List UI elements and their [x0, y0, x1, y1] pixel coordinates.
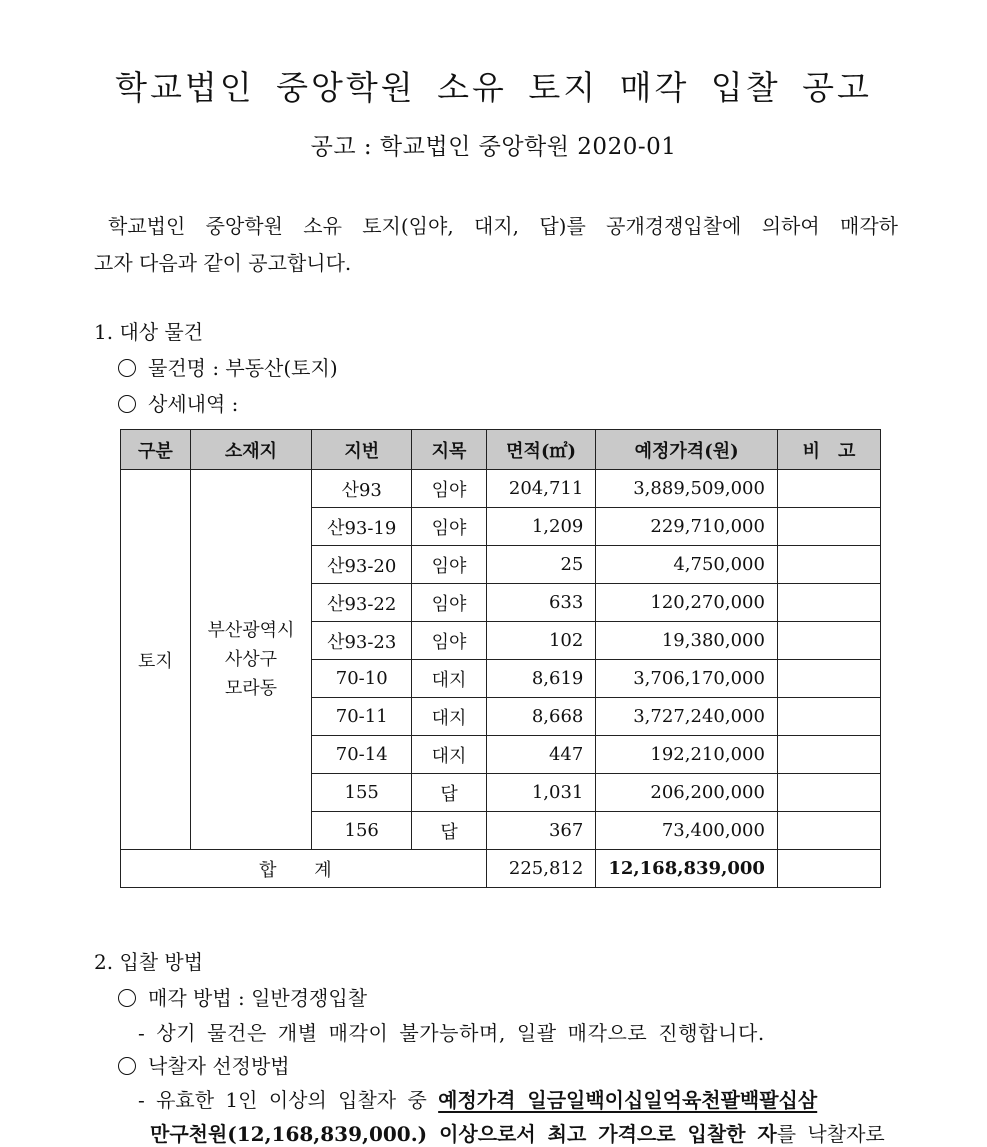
remarks-cell — [777, 470, 880, 508]
price-cell: 120,270,000 — [596, 584, 778, 622]
intro-line-1: 학교법인 중앙학원 소유 토지(임야, 대지, 답)를 공개경쟁입찰에 의하여 매각하 — [108, 214, 898, 238]
header-lot: 지번 — [312, 430, 412, 470]
remarks-cell — [777, 736, 880, 774]
lot-cell: 산93-23 — [312, 622, 412, 660]
price-cell: 206,200,000 — [596, 774, 778, 812]
section-2-item-winner — [118, 1050, 290, 1079]
land-type-cell: 임야 — [412, 470, 487, 508]
land-type-cell: 임야 — [412, 508, 487, 546]
land-type-cell: 대지 — [412, 736, 487, 774]
remarks-cell — [777, 698, 880, 736]
total-row — [121, 850, 881, 888]
circle-bullet-icon — [118, 359, 136, 377]
location-line: 부산광역시 — [207, 620, 295, 641]
lot-cell: 산93-22 — [312, 584, 412, 622]
table-row — [121, 470, 881, 508]
price-cell: 4,750,000 — [596, 546, 778, 584]
price-cell: 73,400,000 — [596, 812, 778, 850]
sale-method-detail: - 상기 물건은 개별 매각이 불가능하며, 일괄 매각으로 진행합니다. — [138, 1021, 765, 1045]
location-line: 사상구 — [224, 649, 278, 670]
price-cell: 19,380,000 — [596, 622, 778, 660]
total-label: 합 계 — [121, 850, 487, 888]
announcement-number: 공고 : 학교법인 중앙학원 2020-01 — [310, 134, 677, 160]
category-cell: 토지 — [121, 470, 191, 850]
winner-price-underlined: 예정가격 일금일백이십일억육천팔백팔십삼 — [438, 1088, 818, 1112]
winner-detail-text: - 유효한 1인 이상의 입찰자 중 — [138, 1088, 439, 1112]
remarks-cell — [777, 774, 880, 812]
intro-paragraph — [94, 208, 898, 282]
location-cell — [190, 470, 311, 850]
land-type-cell: 임야 — [412, 584, 487, 622]
circle-bullet-icon — [118, 395, 136, 413]
land-type-cell: 답 — [412, 812, 487, 850]
detail-label: 상세내역 : — [148, 392, 239, 416]
lot-cell: 70-10 — [312, 660, 412, 698]
remarks-cell — [777, 660, 880, 698]
intro-line-2: 고자 다음과 같이 공고합니다. — [94, 251, 352, 275]
section-1-heading: 1. 대상 물건 — [94, 320, 204, 344]
land-type-cell: 대지 — [412, 660, 487, 698]
section-1-item-detail — [118, 388, 238, 417]
circle-bullet-icon — [118, 989, 136, 1007]
header-location: 소재지 — [190, 430, 311, 470]
lot-cell: 155 — [312, 774, 412, 812]
land-type-cell: 대지 — [412, 698, 487, 736]
section-1-item-name — [118, 352, 338, 381]
area-cell: 102 — [486, 622, 596, 660]
property-table — [120, 429, 881, 888]
price-cell: 3,727,240,000 — [596, 698, 778, 736]
remarks-cell — [777, 622, 880, 660]
lot-cell: 70-14 — [312, 736, 412, 774]
area-cell: 8,619 — [486, 660, 596, 698]
price-cell: 192,210,000 — [596, 736, 778, 774]
header-area: 면적(㎡) — [486, 430, 596, 470]
winner-detail-line-1 — [138, 1084, 817, 1113]
lot-cell: 산93 — [312, 470, 412, 508]
sale-method-label: 매각 방법 : 일반경쟁입찰 — [148, 986, 368, 1010]
land-type-cell: 임야 — [412, 546, 487, 584]
location-line: 모라동 — [224, 678, 278, 699]
winner-criteria-bold: 만구천원(12,168,839,000.) 이상으로서 최고 가격으로 입찰한 자 — [150, 1122, 777, 1146]
area-cell: 367 — [486, 812, 596, 850]
area-cell: 633 — [486, 584, 596, 622]
winner-detail-rest: 를 낙찰자로 — [776, 1122, 885, 1146]
circle-bullet-icon — [118, 1057, 136, 1075]
section-2-item-method — [118, 982, 367, 1011]
land-type-cell: 답 — [412, 774, 487, 812]
area-cell: 1,209 — [486, 508, 596, 546]
land-type-cell: 임야 — [412, 622, 487, 660]
table-header-row — [121, 430, 881, 470]
price-cell: 229,710,000 — [596, 508, 778, 546]
area-cell: 204,711 — [486, 470, 596, 508]
header-land-type: 지목 — [412, 430, 487, 470]
lot-cell: 산93-19 — [312, 508, 412, 546]
header-remarks: 비 고 — [777, 430, 880, 470]
page-title: 학교법인 중앙학원 소유 토지 매각 입찰 공고 — [115, 68, 872, 107]
total-remarks-cell — [777, 850, 880, 888]
total-area: 225,812 — [486, 850, 596, 888]
area-cell: 25 — [486, 546, 596, 584]
winner-detail-line-2 — [150, 1118, 885, 1147]
remarks-cell — [777, 508, 880, 546]
winner-method-label: 낙찰자 선정방법 — [148, 1054, 290, 1078]
price-cell: 3,889,509,000 — [596, 470, 778, 508]
area-cell: 1,031 — [486, 774, 596, 812]
lot-cell: 156 — [312, 812, 412, 850]
remarks-cell — [777, 584, 880, 622]
remarks-cell — [777, 812, 880, 850]
header-price: 예정가격(원) — [596, 430, 778, 470]
section-2-heading: 2. 입찰 방법 — [94, 950, 204, 974]
lot-cell: 산93-20 — [312, 546, 412, 584]
remarks-cell — [777, 546, 880, 584]
item-name-label: 물건명 : 부동산(토지) — [148, 356, 338, 380]
total-price: 12,168,839,000 — [596, 850, 778, 888]
area-cell: 8,668 — [486, 698, 596, 736]
area-cell: 447 — [486, 736, 596, 774]
price-cell: 3,706,170,000 — [596, 660, 778, 698]
header-category: 구분 — [121, 430, 191, 470]
lot-cell: 70-11 — [312, 698, 412, 736]
